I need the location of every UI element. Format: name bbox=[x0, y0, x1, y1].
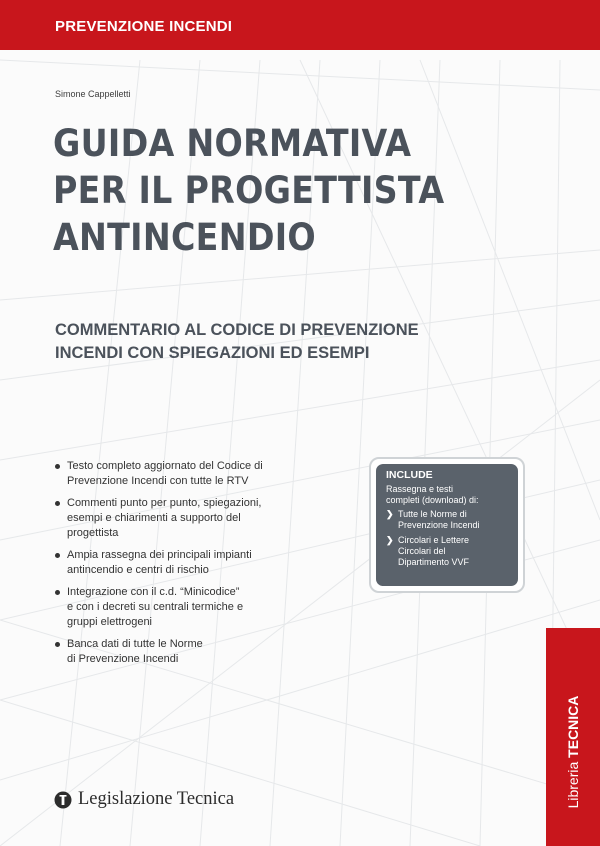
feature-line: Testo completo aggiornato del Codice di bbox=[67, 460, 263, 472]
collection-label bbox=[565, 696, 581, 809]
include-item-line: Circolari e Lettere bbox=[398, 535, 470, 545]
include-panel bbox=[369, 457, 525, 593]
collection-label-bold: TECNICA bbox=[565, 695, 581, 758]
include-intro-line: Rassegna e testi bbox=[386, 484, 454, 494]
include-intro-line: completi (download) di: bbox=[386, 495, 479, 505]
feature-line: di Prevenzione Incendi bbox=[67, 653, 179, 665]
include-item-line: Tutte le Norme di bbox=[398, 509, 467, 519]
series-label: PREVENZIONE INCENDI bbox=[55, 18, 233, 35]
author-name: Simone Cappelletti bbox=[55, 89, 131, 99]
include-title: INCLUDE bbox=[386, 469, 433, 481]
include-item bbox=[386, 509, 514, 531]
subtitle-line: COMMENTARIO AL CODICE DI PREVENZIONE bbox=[55, 321, 419, 339]
feature-item bbox=[55, 637, 335, 667]
chevron-right-icon: ❯ bbox=[386, 509, 394, 519]
include-item bbox=[386, 535, 514, 568]
title-line: GUIDA NORMATIVA bbox=[53, 122, 412, 165]
publisher-name: Legislazione Tecnica bbox=[78, 789, 235, 809]
chevron-right-icon: ❯ bbox=[386, 535, 394, 545]
feature-line: gruppi elettrogeni bbox=[67, 616, 153, 628]
feature-line: Prevenzione Incendi con tutte le RTV bbox=[67, 475, 249, 487]
feature-line: Commenti punto per punto, spiegazioni, bbox=[67, 497, 262, 509]
title-line: PER IL PROGETTISTA bbox=[53, 169, 445, 212]
include-item-line: Circolari del bbox=[398, 546, 446, 556]
include-intro bbox=[386, 484, 511, 506]
book-title bbox=[53, 120, 521, 261]
feature-item bbox=[55, 459, 335, 489]
publisher-logo-icon bbox=[54, 791, 72, 809]
include-item-line: Dipartimento VVF bbox=[398, 557, 470, 567]
include-list bbox=[386, 509, 514, 572]
feature-line: antincendio e centri di rischio bbox=[67, 564, 209, 576]
series-banner bbox=[0, 0, 600, 50]
feature-line: esempi e chiarimenti a supporto del bbox=[67, 512, 241, 524]
feature-item bbox=[55, 585, 335, 630]
subtitle-line: INCENDI CON SPIEGAZIONI ED ESEMPI bbox=[55, 344, 370, 362]
publisher bbox=[54, 789, 234, 810]
feature-line: e con i decreti su centrali termiche e bbox=[67, 601, 244, 613]
feature-line: progettista bbox=[67, 527, 119, 539]
feature-item bbox=[55, 496, 335, 541]
include-item-line: Prevenzione Incendi bbox=[398, 520, 480, 530]
collection-label-normal: Libreria bbox=[565, 761, 581, 809]
feature-line: Banca dati di tutte le Norme bbox=[67, 638, 203, 650]
feature-line: Ampia rassegna dei principali impianti bbox=[67, 549, 252, 561]
title-line: ANTINCENDIO bbox=[53, 216, 316, 259]
features-list bbox=[55, 459, 335, 674]
book-subtitle bbox=[55, 319, 535, 365]
collection-band bbox=[546, 628, 600, 846]
feature-line: Integrazione con il c.d. “Minicodice” bbox=[67, 586, 240, 598]
include-box bbox=[376, 464, 518, 586]
feature-item bbox=[55, 548, 335, 578]
